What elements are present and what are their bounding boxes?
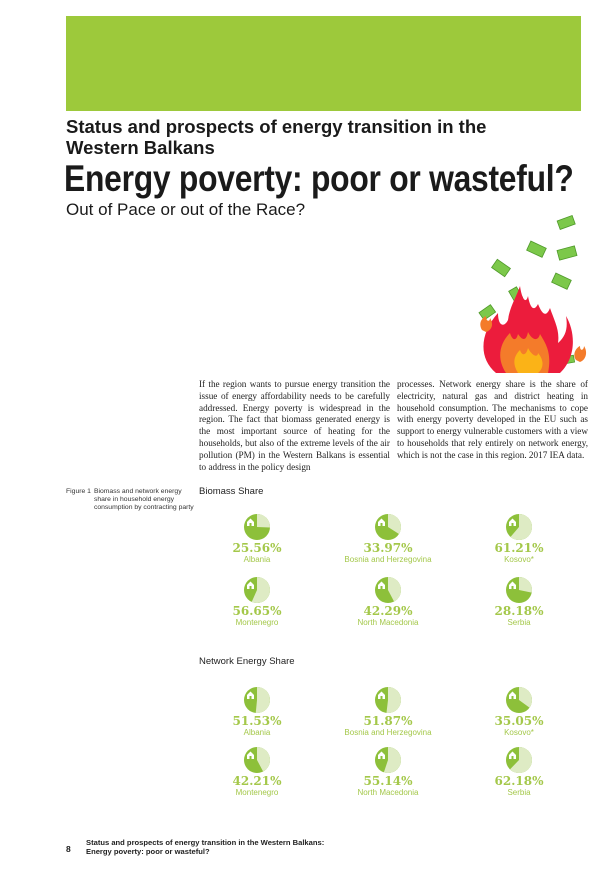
country-name: Bosnia and Herzegovina — [344, 555, 432, 564]
pie-chart — [374, 513, 402, 541]
pie-slice-share — [256, 687, 270, 713]
figure-caption-text: Biomass and network energy share in household energy consumption by contracting party — [93, 488, 194, 511]
pie-chart — [505, 513, 533, 541]
page-title: Energy poverty: poor or wasteful? — [64, 158, 574, 199]
pie-chart-item — [454, 746, 584, 798]
share-percentage: 25.56% — [232, 541, 282, 555]
figure-label: Figure 1 — [66, 488, 91, 495]
country-name: North Macedonia — [357, 788, 419, 797]
share-percentage: 35.05% — [494, 714, 544, 728]
pie-chart-item — [323, 576, 453, 628]
country-name: Montenegro — [235, 788, 279, 797]
pie-chart — [374, 746, 402, 774]
pie-chart — [243, 513, 271, 541]
burning-money-illustration — [468, 208, 598, 373]
pie-slice-share — [519, 577, 532, 593]
country-name: Albania — [243, 728, 271, 737]
pie-chart-item — [454, 686, 584, 738]
country-name: Montenegro — [235, 618, 279, 627]
share-percentage: 55.14% — [363, 774, 413, 788]
pie-chart — [505, 746, 533, 774]
country-name: Serbia — [507, 618, 531, 627]
page-number: 8 — [66, 844, 71, 854]
biomass-share-heading: Biomass Share — [199, 486, 264, 497]
pie-chart — [243, 576, 271, 604]
share-percentage: 51.87% — [363, 714, 413, 728]
pie-chart-item — [323, 686, 453, 738]
share-percentage: 56.65% — [232, 604, 282, 618]
report-kicker: Status and prospects of energy transition in the Western Balkans — [66, 116, 487, 158]
pie-chart — [243, 686, 271, 714]
country-name: Kosovo* — [504, 728, 534, 737]
pie-chart-item — [192, 576, 322, 628]
country-name: Kosovo* — [504, 555, 534, 564]
share-percentage: 33.97% — [363, 541, 413, 555]
country-name: Serbia — [507, 788, 531, 797]
share-percentage: 61.21% — [494, 541, 544, 555]
share-percentage: 62.18% — [494, 774, 544, 788]
pie-chart — [374, 576, 402, 604]
share-percentage: 42.29% — [363, 604, 413, 618]
pie-chart-item — [323, 513, 453, 565]
pie-chart — [243, 746, 271, 774]
pie-slice-share — [386, 687, 401, 713]
body-text-column-2: processes. Network energy share is the share of electricity, natural gas and district heating in household consumption. The mechanisms to cope with energy poverty developed in the EU such as support to energy vulnerable customers with a view to households that rely entirely on network energy, which is not the case in this region. 2017 IEA data. — [397, 379, 588, 460]
pie-chart — [505, 576, 533, 604]
pie-chart-item — [192, 513, 322, 565]
pie-chart — [505, 686, 533, 714]
footer-line-1: Status and prospects of energy transition in the Western Balkans: — [86, 838, 325, 847]
pie-chart — [374, 686, 402, 714]
country-name: Bosnia and Herzegovina — [344, 728, 432, 737]
figure-caption — [66, 488, 196, 512]
pie-chart-item — [192, 746, 322, 798]
network-share-heading: Network Energy Share — [199, 656, 295, 667]
share-percentage: 51.53% — [232, 714, 282, 728]
header-banner — [66, 16, 581, 111]
country-name: North Macedonia — [357, 618, 419, 627]
share-percentage: 42.21% — [232, 774, 282, 788]
pie-chart-item — [454, 576, 584, 628]
footer-line-2: Energy poverty: poor or wasteful? — [86, 847, 210, 856]
body-text-column-1: If the region wants to pursue energy transition the issue of energy affordability needs to be carefully addressed. Energy poverty is widespread in the region. The fact that biomass generated energy is the most important source of heating for the households, but also of the extreme levels of the air pollution (PM) in the Western Balkans is essential to address in the policy design — [199, 379, 390, 472]
page-subtitle: Out of Pace or out of the Race? — [66, 200, 306, 219]
pie-chart-item — [454, 513, 584, 565]
pie-chart-item — [323, 746, 453, 798]
country-name: Albania — [243, 555, 271, 564]
pie-slice-share — [257, 514, 270, 527]
share-percentage: 28.18% — [494, 604, 544, 618]
running-footer — [86, 838, 324, 856]
pie-chart-item — [192, 686, 322, 738]
